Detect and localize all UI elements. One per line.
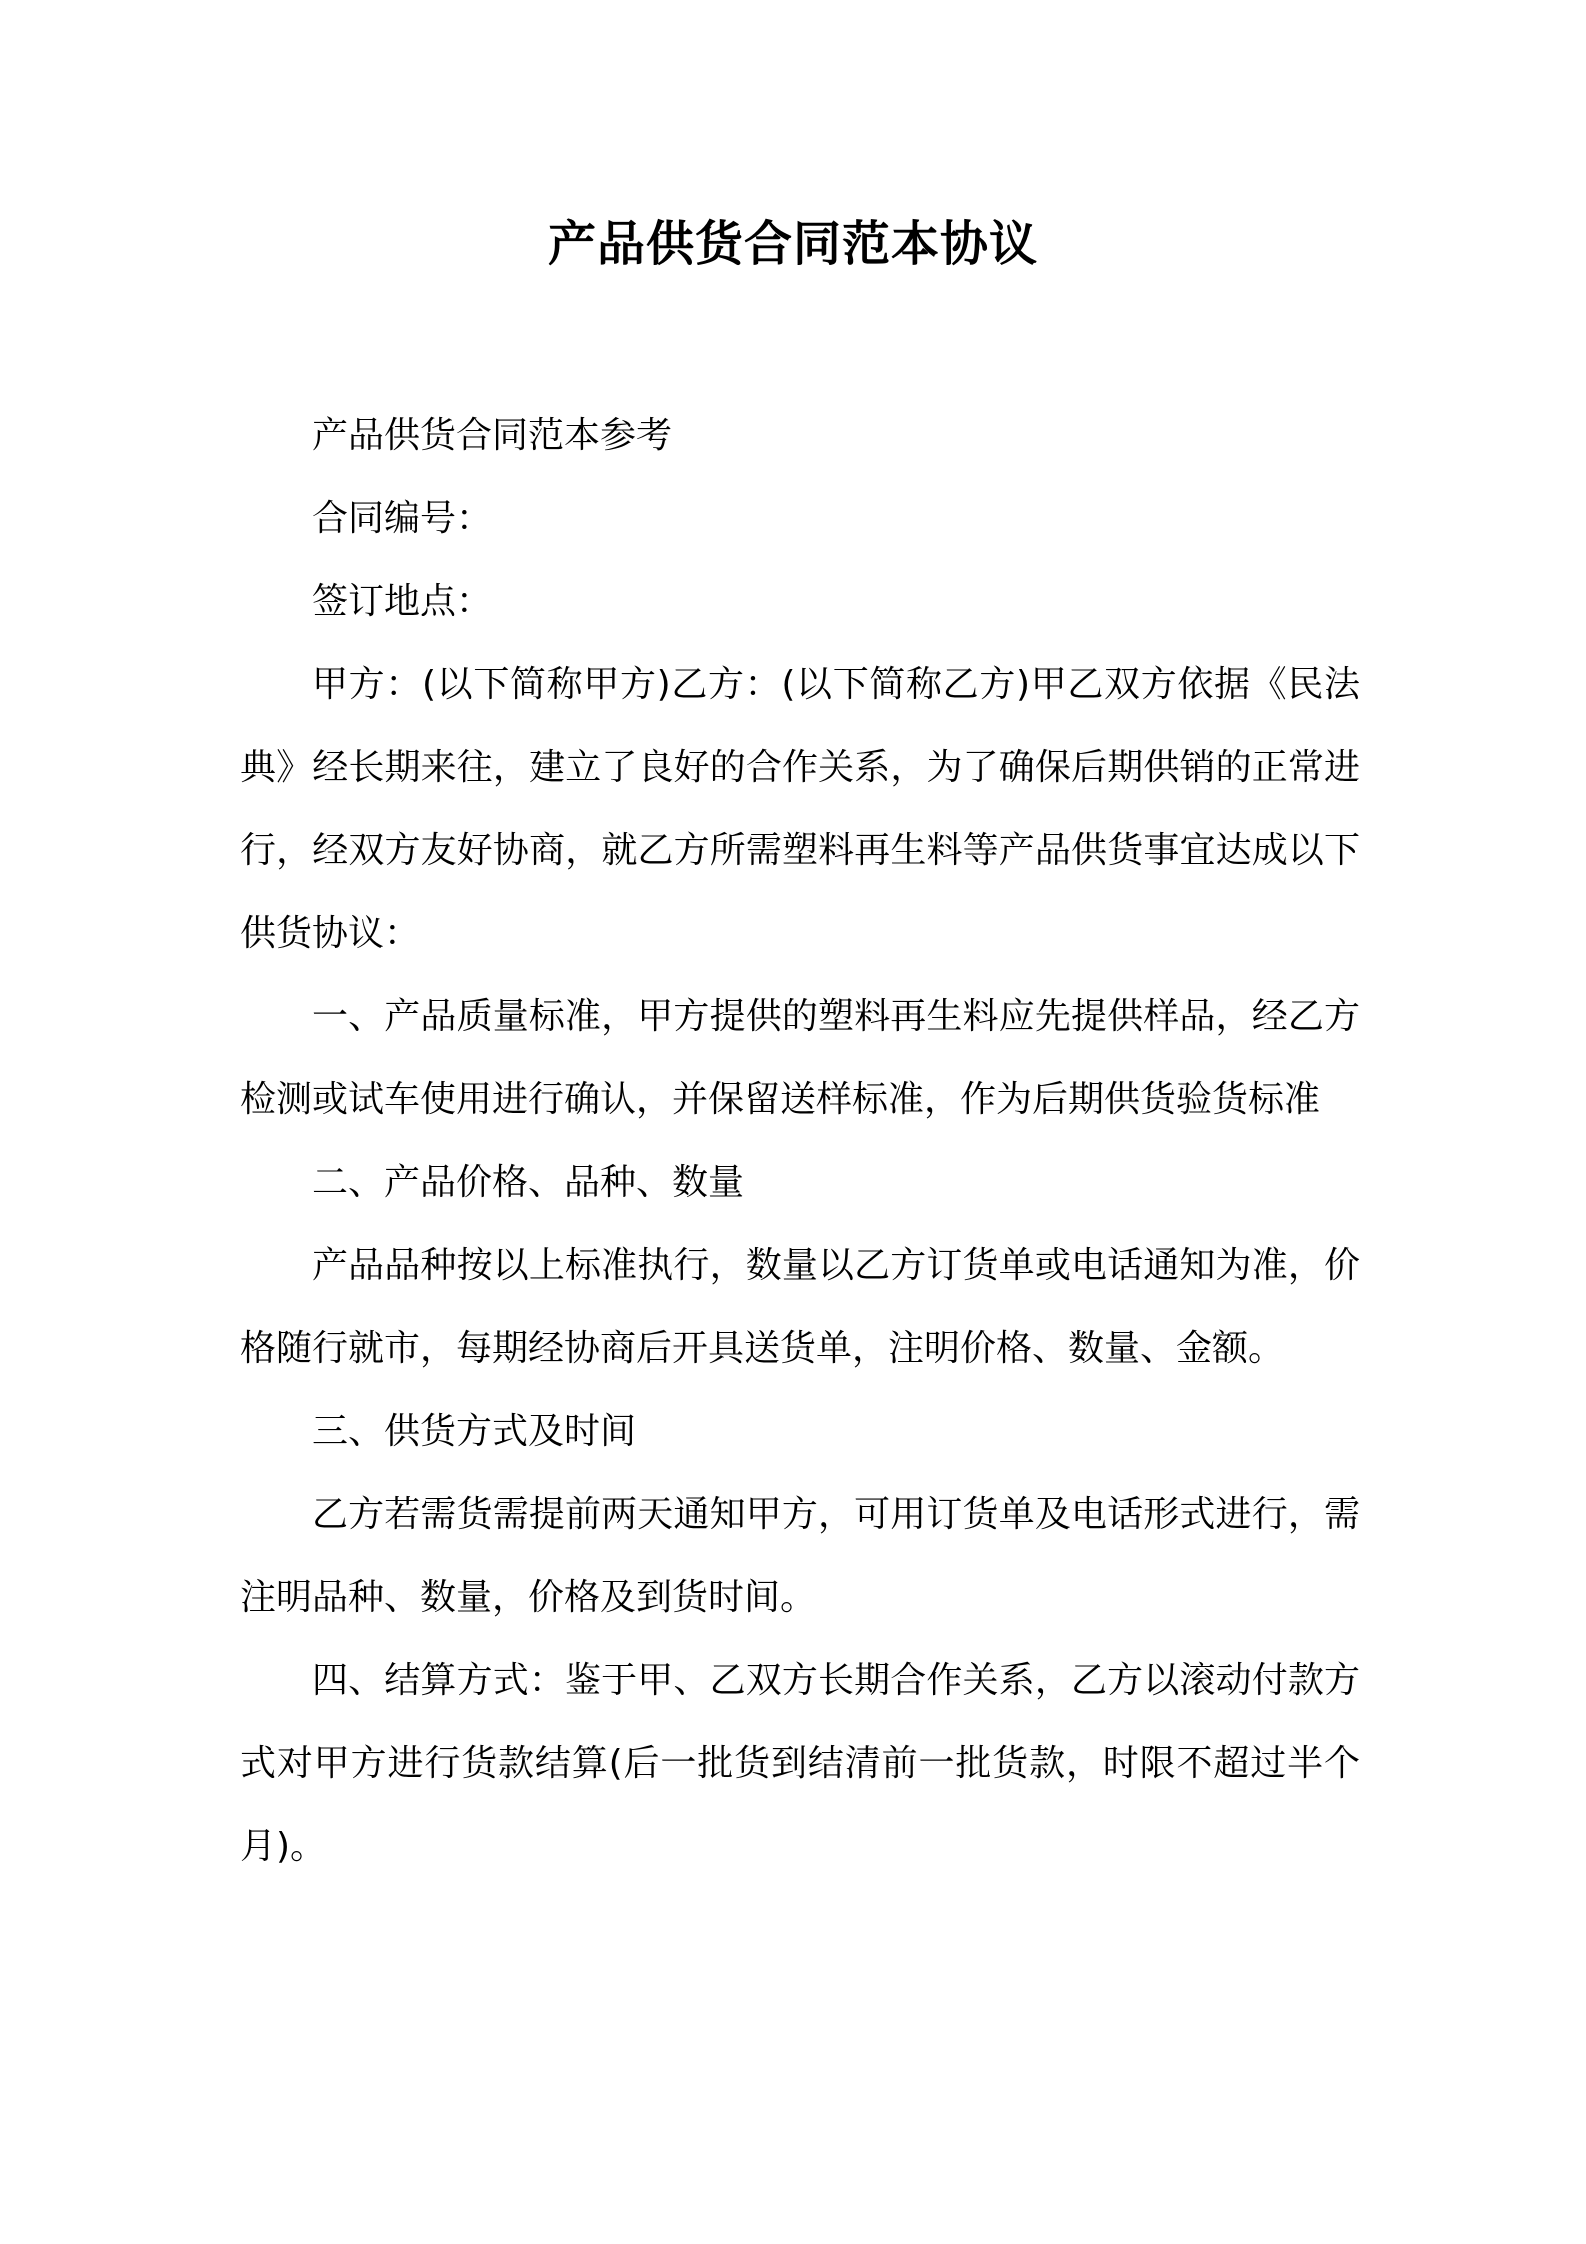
paragraph-clause-1-quality: 一、产品质量标准，甲方提供的塑料再生料应先提供样品，经乙方检测或试车使用进行确认，并保留送样标准，作为后期供货验货标准 [240,996,1360,1120]
paragraph-clause-3-body: 乙方若需货需提前两天通知甲方，可用订货单及电话形式进行，需注明品种、数量，价格及到货时间。 [240,1494,1360,1618]
paragraph-contract-number: 合同编号： [312,498,493,539]
paragraph-reference-title: 产品供货合同范本参考 [312,415,673,456]
paragraph-clause-2-heading: 二、产品价格、品种、数量 [312,1162,745,1203]
paragraph-clause-2-body: 产品品种按以上标准执行，数量以乙方订货单或电话通知为准，价格随行就市，每期经协商后开具送货单，注明价格、数量、金额。 [240,1245,1360,1369]
paragraph-parties-preamble: 甲方：(以下简称甲方)乙方：(以下简称乙方)甲乙双方依据《民法典》经长期来往，建立了良好的合作关系，为了确保后期供销的正常进行，经双方友好协商，就乙方所需塑料再生料等产品供货事宜达成以下供货协议： [240,664,1360,954]
paragraph-clause-4-settlement: 四、结算方式：鉴于甲、乙双方长期合作关系，乙方以滚动付款方式对甲方进行货款结算(后一批货到结清前一批货款，时限不超过半个月)。 [240,1660,1360,1867]
document-title: 产品供货合同范本协议 [547,216,1038,272]
document-body [240,394,1360,1888]
paragraph-signing-location: 签订地点： [312,581,493,622]
paragraph-clause-3-heading: 三、供货方式及时间 [312,1411,637,1452]
